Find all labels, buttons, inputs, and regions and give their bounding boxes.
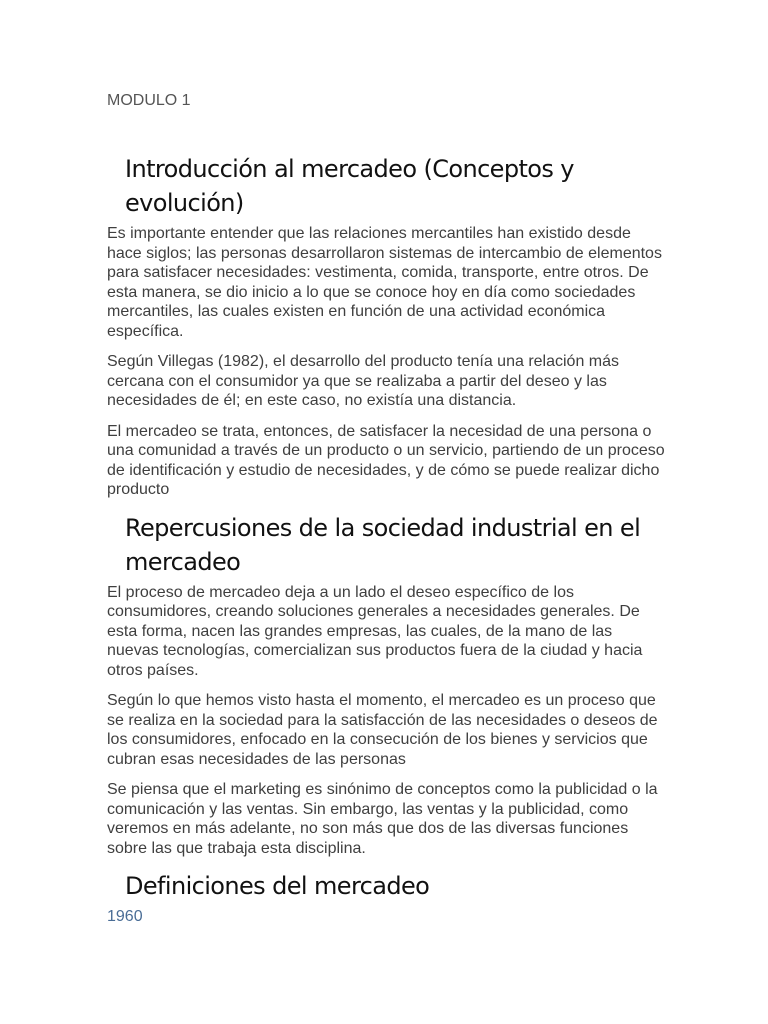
paragraph: Según lo que hemos visto hasta el momento, el mercadeo es un proceso que se realiza en la sociedad para la satisfacción de las necesidades o deseos de los consumidores, enfocado en la consecución de los bienes y servicios que cubran esas necesidades de las personas (107, 692, 658, 768)
document-content (107, 152, 667, 927)
section-repercusiones (107, 511, 667, 859)
paragraph: El mercadeo se trata, entonces, de satisfacer la necesidad de una persona o una comunidad a través de un producto o un servicio, partiendo de un proceso de identificación y estudio de necesidades, y de cómo se puede realizar dicho producto (107, 422, 665, 498)
year-label: 1960 (107, 908, 143, 925)
section-heading: Introducción al mercadeo (Conceptos y evolución) (125, 155, 574, 217)
section-heading: Repercusiones de la sociedad industrial en el mercadeo (125, 513, 641, 576)
module-label: MODULO 1 (107, 92, 191, 109)
paragraph: Según Villegas (1982), el desarrollo del producto tenía una relación más cercana con el consumidor ya que se realizaba a partir del deseo y las necesidades de él; en este caso, no existía una distancia. (107, 353, 620, 409)
paragraph: El proceso de mercadeo deja a un lado el deseo específico de los consumidores, creando soluciones generales a necesidades generales. De esta forma, nacen las grandes empresas, las cuales, de la mano de las nuevas tecnologías, comercializan sus productos fuera de la ciudad y hacia otros países. (107, 583, 643, 679)
paragraph: Se piensa que el marketing es sinónimo de conceptos como la publicidad o la comunicación y las ventas. Sin embargo, las ventas y la publicidad, como veremos en más adelante, no son más que dos de las diversas funciones sobre las que trabaja esta disciplina. (107, 781, 658, 857)
section-introduccion (107, 152, 667, 500)
section-definiciones (107, 869, 667, 927)
section-heading: Definiciones del mercadeo (125, 872, 430, 900)
paragraph: Es importante entender que las relaciones mercantiles han existido desde hace siglos; las personas desarrollaron sistemas de intercambio de elementos para satisfacer necesidades: vestimenta, comida, transporte, entre otros. De esta manera, se dio inicio a lo que se conoce hoy en día como sociedades mercantiles, las cuales existen en función de una actividad económica específica. (107, 225, 662, 340)
